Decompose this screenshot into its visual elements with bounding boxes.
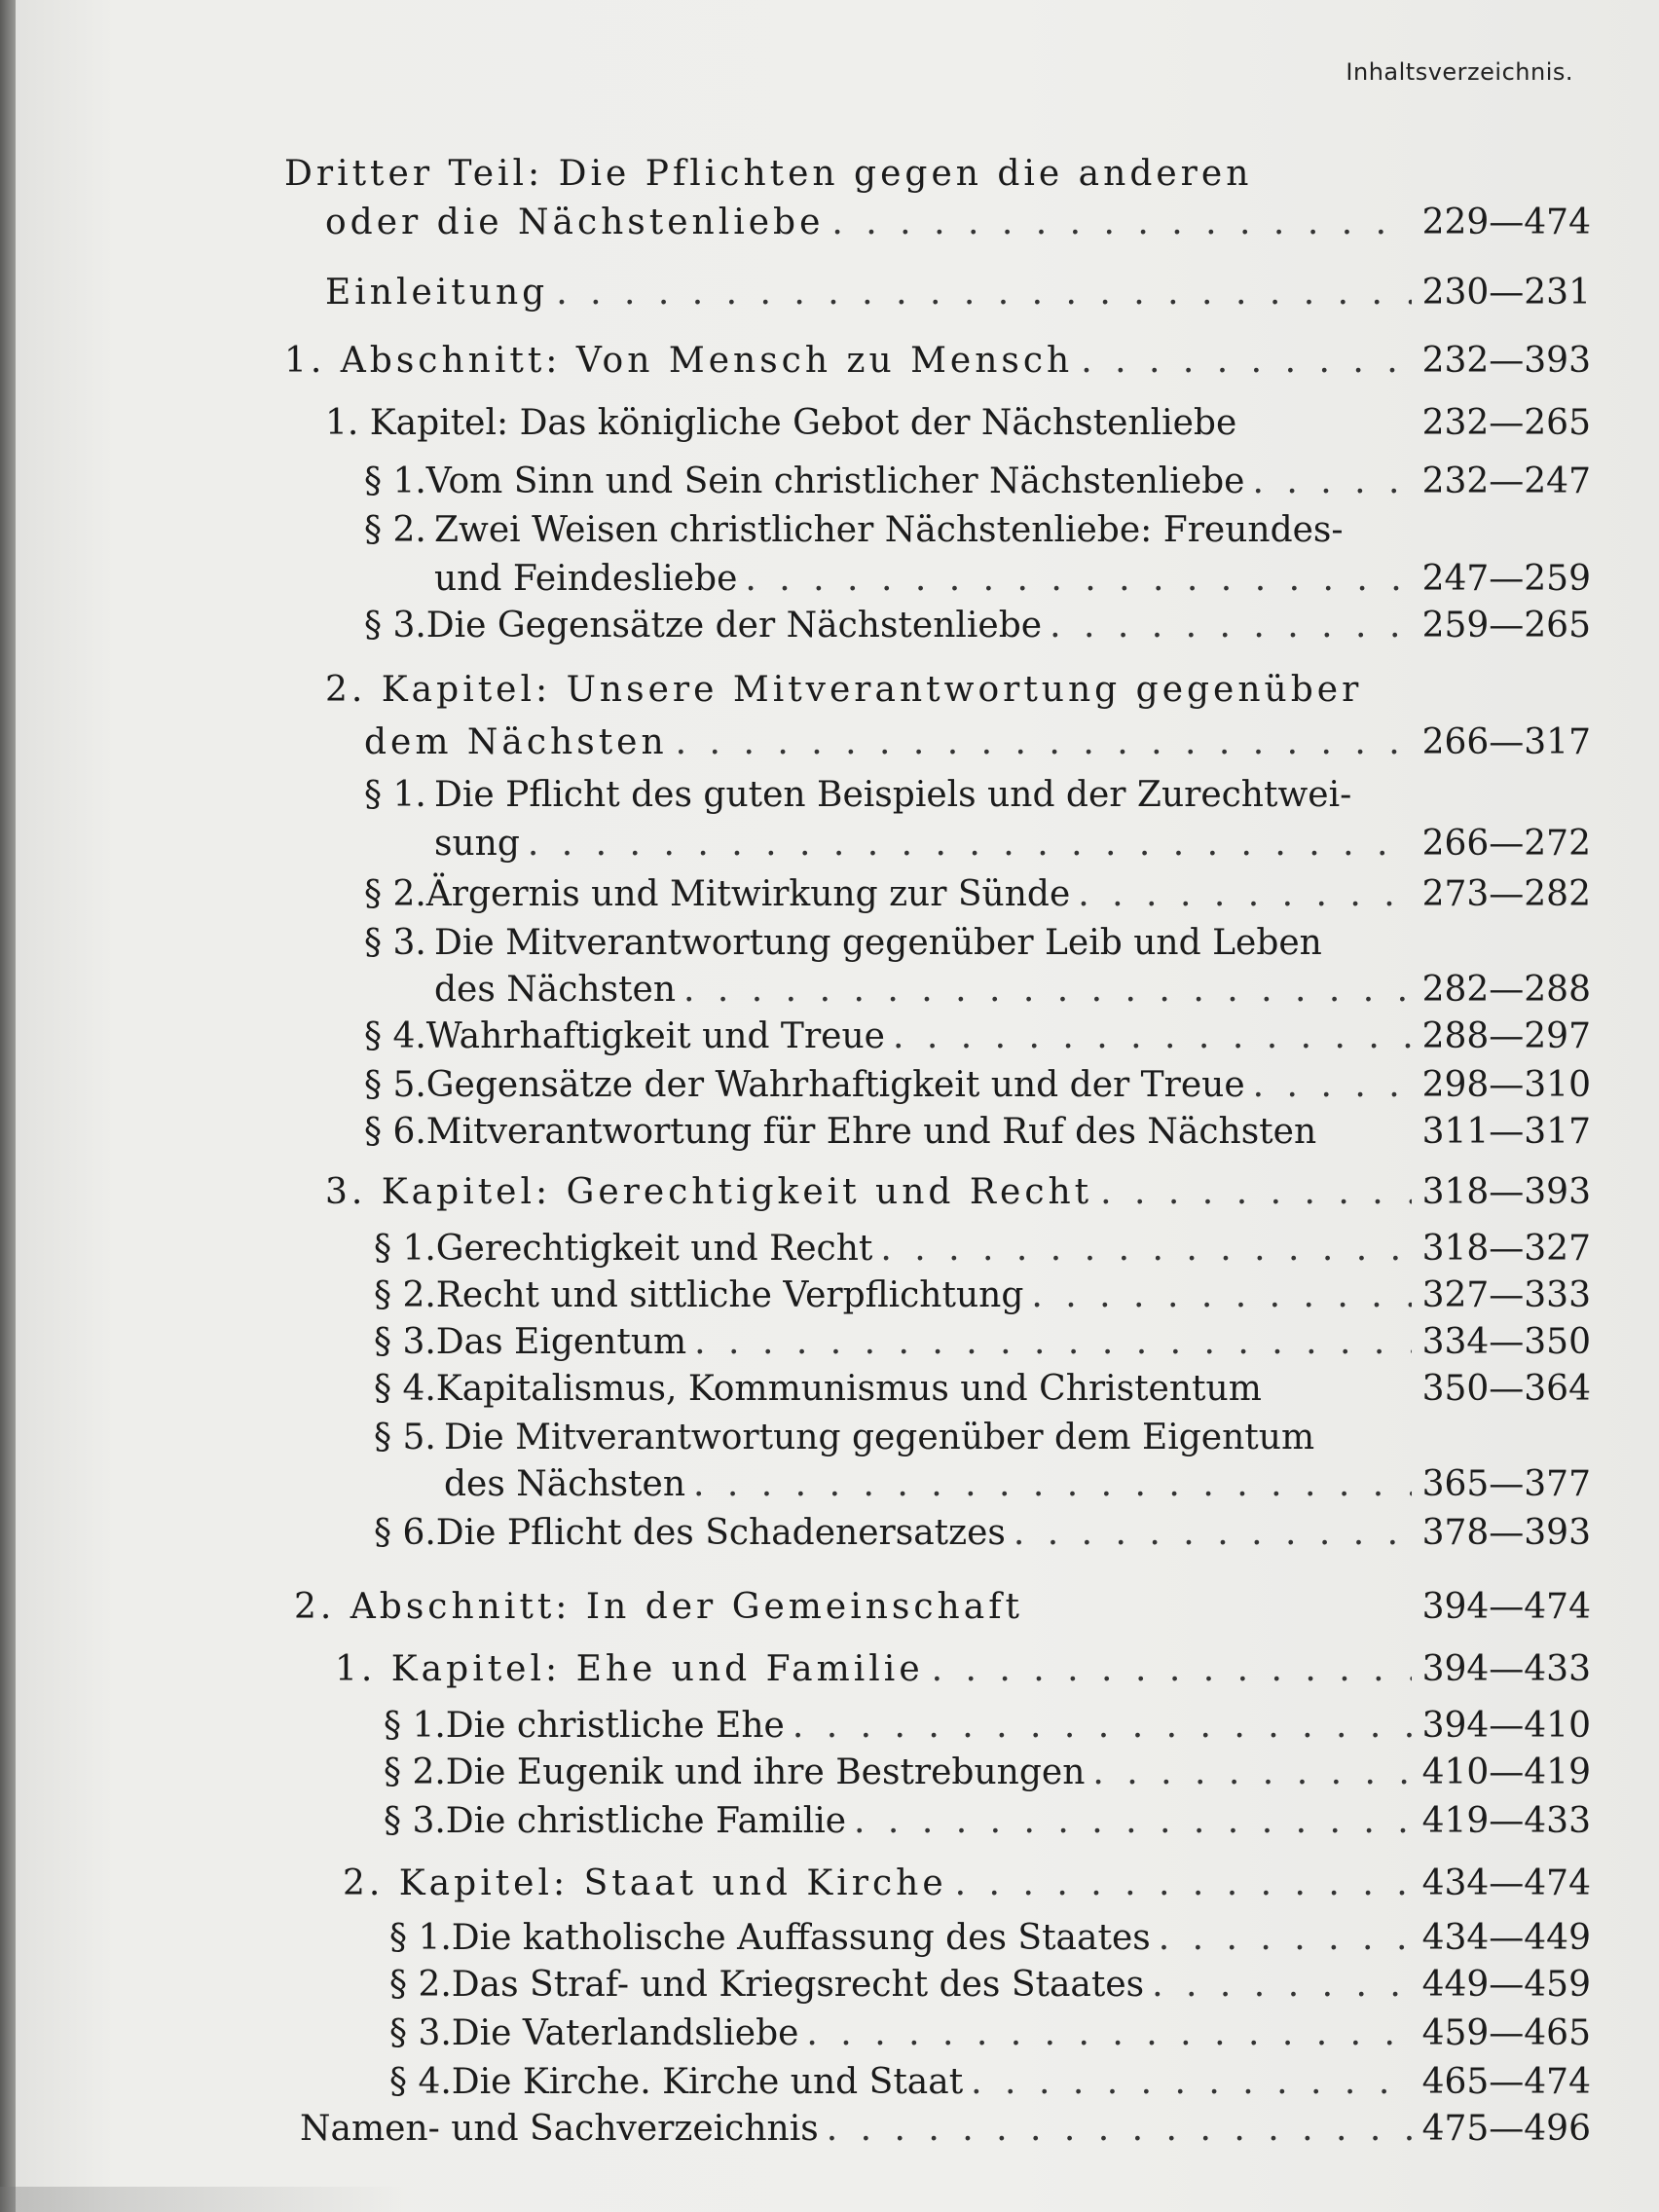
- toc-chapter: [325, 670, 1437, 717]
- toc-page-range: 394—474: [1421, 1587, 1591, 1627]
- toc-page-range: 350—364: [1421, 1369, 1591, 1409]
- toc-entry-label: Vom Sinn und Sein christlicher Nächstenliebe: [425, 461, 1245, 501]
- paragraph-number: § 1.: [384, 1706, 446, 1746]
- toc-paragraph: [364, 510, 1591, 557]
- toc-entry-label: Die Mitverantwortung gegenüber dem Eigentum: [444, 1418, 1315, 1457]
- toc-page-range: 298—310: [1421, 1065, 1591, 1105]
- paragraph-number: § 6.: [364, 1112, 426, 1152]
- paragraph-number: § 4.: [364, 1016, 426, 1056]
- dot-leader: [694, 1322, 1412, 1362]
- toc-entry-label: Die Pflicht des Schadenersatzes: [435, 1513, 1006, 1553]
- paragraph-number: § 3.: [384, 1801, 446, 1841]
- dot-leader: [854, 1801, 1412, 1841]
- toc-entry-label: und Feindesliebe: [434, 559, 738, 599]
- paragraph-number: § 5.: [374, 1418, 436, 1457]
- paragraph-number: § 1.: [389, 1918, 452, 1958]
- toc-page-range: 318—327: [1421, 1229, 1591, 1269]
- toc-page-range: 311—317: [1421, 1112, 1591, 1152]
- dot-leader: [745, 559, 1412, 599]
- toc-entry-label: Wahrhaftigkeit und Treue: [425, 1016, 885, 1056]
- dot-leader: [827, 2109, 1412, 2149]
- toc-page-range: 459—465: [1421, 2013, 1591, 2053]
- toc-entry-label: Die Vaterlandsliebe: [451, 2013, 799, 2053]
- paragraph-number: § 2.: [364, 874, 426, 914]
- toc-page-range: 394—433: [1421, 1649, 1591, 1689]
- paragraph-number: § 3.: [364, 606, 426, 645]
- toc-entry: [325, 273, 1591, 319]
- toc-entry: [434, 970, 1591, 1016]
- dot-leader: [880, 1229, 1412, 1269]
- paragraph-number: § 6.: [374, 1513, 436, 1553]
- toc-entry-label: 2. Kapitel: Unsere Mitverantwortung gegenüber: [325, 670, 1363, 710]
- toc-entry-label: Mitverantwortung für Ehre und Ruf des Nächsten: [425, 1112, 1317, 1152]
- toc-page-range: 334—350: [1421, 1322, 1591, 1362]
- book-spine-shadow: [0, 0, 16, 2212]
- toc-entry-label: Gerechtigkeit und Recht: [435, 1229, 873, 1269]
- toc-paragraph: [384, 1706, 1591, 1752]
- paragraph-number: § 1.: [374, 1229, 436, 1269]
- dot-leader: [1252, 461, 1412, 501]
- toc-paragraph: [364, 1065, 1591, 1112]
- toc-paragraph: [374, 1322, 1591, 1369]
- dot-leader: [955, 1863, 1412, 1903]
- toc-entry-label: Die christliche Ehe: [445, 1706, 785, 1746]
- toc-entry-label: Die Kirche. Kirche und Staat: [451, 2062, 964, 2102]
- toc-entry-label: Die katholische Auffassung des Staates: [451, 1918, 1151, 1958]
- toc-entry: [444, 1464, 1591, 1511]
- dot-leader: [1078, 874, 1412, 914]
- toc-chapter: [325, 1172, 1591, 1219]
- paragraph-number: § 2.: [389, 1965, 452, 2005]
- toc-index-entry: [300, 2109, 1591, 2156]
- toc-entry-label: oder die Nächstenliebe: [325, 203, 825, 242]
- toc-entry-label: sung: [434, 824, 520, 864]
- toc-page-range: 232—247: [1421, 461, 1591, 501]
- toc-paragraph: [364, 874, 1591, 921]
- dot-leader: [893, 1016, 1412, 1056]
- toc-entry-label: 2. Abschnitt: In der Gemeinschaft: [294, 1587, 1023, 1627]
- toc-part-title: [284, 154, 1396, 201]
- toc-page-range: 475—496: [1421, 2109, 1591, 2149]
- dot-leader: [1100, 1172, 1412, 1212]
- toc-page-range: 259—265: [1421, 606, 1591, 645]
- toc-paragraph: [374, 1229, 1591, 1275]
- dot-leader: [1253, 1065, 1412, 1105]
- paragraph-number: § 2.: [364, 510, 426, 550]
- toc-entry-label: Recht und sittliche Verpflichtung: [435, 1275, 1024, 1315]
- toc-entry-label: Die Pflicht des guten Beispiels und der Zurechtwei-: [434, 775, 1352, 815]
- paragraph-number: § 1.: [364, 461, 426, 501]
- paragraph-number: § 1.: [364, 775, 426, 815]
- toc-paragraph: [364, 1112, 1591, 1159]
- book-page: [16, 0, 1659, 2212]
- dot-leader: [676, 722, 1412, 762]
- toc-entry-label: Das Eigentum: [435, 1322, 687, 1362]
- toc-paragraph: [364, 923, 1591, 970]
- toc-entry-label: Ärgernis und Mitwirkung zur Sünde: [425, 874, 1071, 914]
- toc-entry-label: des Nächsten: [434, 970, 677, 1010]
- toc-paragraph: [374, 1418, 1591, 1464]
- toc-section-heading: [294, 1587, 1591, 1634]
- toc-paragraph: [364, 461, 1591, 508]
- paragraph-number: § 4.: [374, 1369, 436, 1409]
- toc-entry-label: Zwei Weisen christlicher Nächstenliebe: Freundes-: [434, 510, 1344, 550]
- dot-leader: [831, 203, 1412, 242]
- toc-entry-label: Einleitung: [325, 273, 549, 313]
- toc-page-range: 394—410: [1421, 1706, 1591, 1746]
- toc-paragraph: [384, 1801, 1591, 1848]
- dot-leader: [528, 824, 1412, 864]
- paragraph-number: § 3.: [389, 2013, 452, 2053]
- toc-entry-label: 1. Kapitel: Ehe und Familie: [335, 1649, 924, 1689]
- toc-entry-label: 1. Abschnitt: Von Mensch zu Mensch: [284, 341, 1074, 381]
- toc-page-range: 232—265: [1421, 403, 1591, 443]
- toc-page-range: 465—474: [1421, 2062, 1591, 2102]
- toc-page-range: 434—449: [1421, 1918, 1591, 1958]
- toc-paragraph: [374, 1275, 1591, 1322]
- toc-paragraph: [364, 1016, 1591, 1063]
- toc-entry-label: 1. Kapitel: Das königliche Gebot der Nächstenliebe: [325, 403, 1237, 443]
- toc-page-range: 378—393: [1421, 1513, 1591, 1553]
- paragraph-number: § 4.: [389, 2062, 452, 2102]
- paragraph-number: § 3.: [364, 923, 426, 963]
- toc-entry: [364, 722, 1591, 769]
- toc-entry-label: 2. Kapitel: Staat und Kirche: [343, 1863, 947, 1903]
- toc-page-range: 232—393: [1421, 341, 1591, 381]
- dot-leader: [932, 1649, 1412, 1689]
- dot-leader: [1159, 1918, 1412, 1958]
- watermark-strip: [0, 2187, 409, 2212]
- toc-entry-label: Dritter Teil: Die Pflichten gegen die anderen: [284, 154, 1253, 194]
- toc-page-range: 365—377: [1421, 1464, 1591, 1504]
- toc-entry-label: des Nächsten: [444, 1464, 686, 1504]
- toc-entry-label: Kapitalismus, Kommunismus und Christentum: [435, 1369, 1262, 1409]
- toc-page-range: 327—333: [1421, 1275, 1591, 1315]
- paragraph-number: § 2.: [374, 1275, 436, 1315]
- toc-entry: [434, 559, 1591, 606]
- running-head: Inhaltsverzeichnis.: [1346, 58, 1573, 86]
- toc-page-range: 318—393: [1421, 1172, 1591, 1212]
- toc-entry-label: Das Straf- und Kriegsrecht des Staates: [451, 1965, 1145, 2005]
- toc-paragraph: [384, 1752, 1591, 1799]
- paragraph-number: § 3.: [374, 1322, 436, 1362]
- toc-page-range: 449—459: [1421, 1965, 1591, 2005]
- dot-leader: [1014, 1513, 1412, 1553]
- toc-page-range: 230—231: [1421, 273, 1591, 313]
- toc-entry-label: 3. Kapitel: Gerechtigkeit und Recht: [325, 1172, 1093, 1212]
- paragraph-number: § 5.: [364, 1065, 426, 1105]
- toc-page-range: 282—288: [1421, 970, 1591, 1010]
- toc-page-range: 247—259: [1421, 559, 1591, 599]
- toc-page-range: 229—474: [1421, 203, 1591, 242]
- toc-page-range: 288—297: [1421, 1016, 1591, 1056]
- toc-paragraph: [364, 775, 1591, 822]
- toc-entry-label: dem Nächsten: [364, 722, 668, 762]
- paragraph-number: § 2.: [384, 1752, 446, 1792]
- toc-chapter: [343, 1863, 1591, 1910]
- toc-entry: [325, 203, 1591, 249]
- toc-entry-label: Die Mitverantwortung gegenüber Leib und Leben: [434, 923, 1322, 963]
- dot-leader: [806, 2013, 1412, 2053]
- dot-leader: [793, 1706, 1412, 1746]
- dot-leader: [556, 273, 1412, 313]
- dot-leader: [1031, 1275, 1412, 1315]
- toc-paragraph: [389, 1965, 1591, 2011]
- toc-paragraph: [374, 1513, 1591, 1560]
- toc-chapter: [335, 1649, 1591, 1696]
- toc-entry-label: Die christliche Familie: [445, 1801, 847, 1841]
- toc-page-range: 266—317: [1421, 722, 1591, 762]
- toc-entry-label: Die Gegensätze der Nächstenliebe: [425, 606, 1043, 645]
- toc-page-range: 410—419: [1421, 1752, 1591, 1792]
- toc-paragraph: [364, 606, 1591, 652]
- toc-entry-label: Namen- und Sachverzeichnis: [300, 2109, 819, 2149]
- toc-paragraph: [389, 2062, 1591, 2109]
- toc-page-range: 273—282: [1421, 874, 1591, 914]
- dot-leader: [971, 2062, 1412, 2102]
- toc-paragraph: [389, 1918, 1591, 1965]
- dot-leader: [1152, 1965, 1412, 2005]
- toc-chapter: [325, 403, 1591, 450]
- toc-entry: [434, 824, 1591, 870]
- toc-page-range: 419—433: [1421, 1801, 1591, 1841]
- toc-entry-label: Gegensätze der Wahrhaftigkeit und der Treue: [425, 1065, 1245, 1105]
- toc-page-range: 434—474: [1421, 1863, 1591, 1903]
- dot-leader: [693, 1464, 1412, 1504]
- dot-leader: [1081, 341, 1412, 381]
- dot-leader: [1092, 1752, 1412, 1792]
- dot-leader: [1050, 606, 1412, 645]
- toc-entry-label: Die Eugenik und ihre Bestrebungen: [445, 1752, 1086, 1792]
- dot-leader: [683, 970, 1412, 1010]
- toc-page-range: 266—272: [1421, 824, 1591, 864]
- toc-paragraph: [374, 1369, 1591, 1416]
- toc-section-heading: [284, 341, 1591, 387]
- toc-paragraph: [389, 2013, 1591, 2060]
